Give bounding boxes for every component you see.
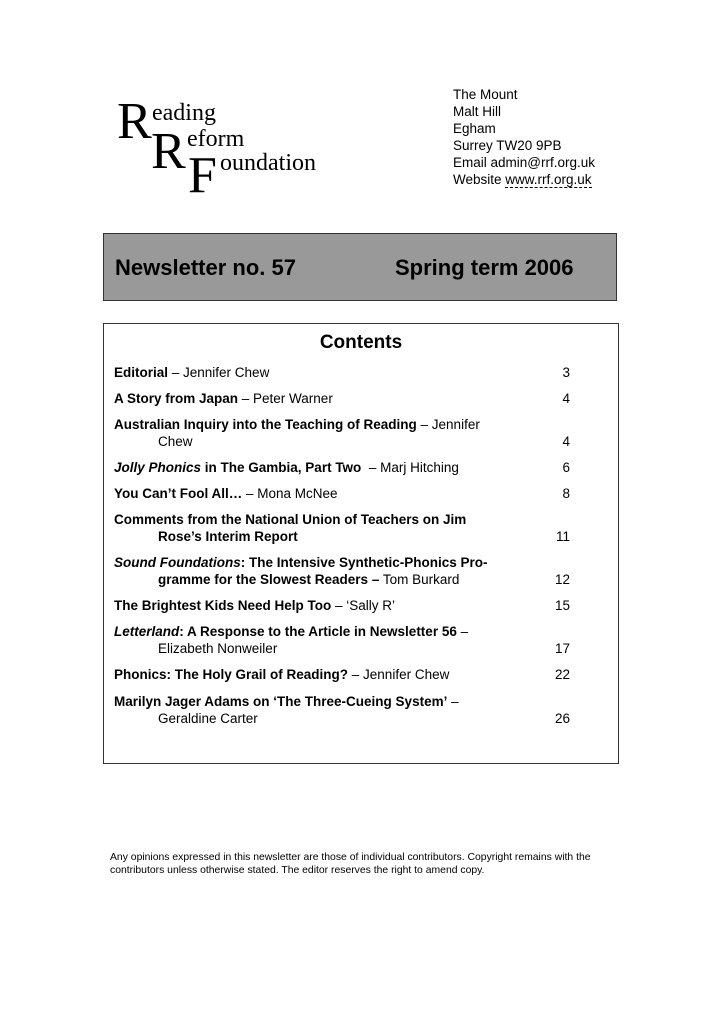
- logo-word-foundation: oundation: [220, 150, 316, 176]
- contents-entry: [114, 597, 569, 614]
- logo-word-reform: eform: [187, 126, 245, 152]
- entry-author-continued: Geraldine Carter: [158, 711, 258, 726]
- contents-heading: Contents: [319, 332, 403, 353]
- entry-author: – Jennifer: [416, 417, 480, 432]
- email-label: Email: [453, 155, 491, 170]
- address-line: Surrey TW20 9PB: [453, 138, 562, 153]
- address-line: Malt Hill: [453, 104, 502, 119]
- entry-title: You Can’t Fool All…: [114, 486, 243, 501]
- entry-author: Tom Burkard: [379, 572, 460, 587]
- entry-title: Phonics: The Holy Grail of Reading?: [114, 667, 349, 682]
- contents-entry: [114, 416, 569, 450]
- entry-title-continued: Rose’s Interim Report: [158, 529, 298, 544]
- entry-page: 8: [562, 486, 570, 501]
- newsletter-number: Newsletter no. 57: [115, 255, 296, 280]
- entry-title: A Story from Japan: [114, 391, 239, 406]
- contents-entry: [114, 459, 569, 476]
- entry-title: : A Response to the Article in Newsletter 56: [179, 624, 457, 639]
- address-line: The Mount: [453, 87, 518, 102]
- entry-title: Australian Inquiry into the Teaching of Reading: [114, 417, 417, 432]
- entry-page: 12: [554, 572, 570, 587]
- entry-author: – Mona McNee: [242, 486, 338, 501]
- entry-title: Editorial: [114, 365, 169, 380]
- logo-letter-r2: R: [151, 123, 186, 180]
- disclaimer-text: Any opinions expressed in this newsletter are those of individual contributors. Copyright remains with the contributors unless otherwise stated. The editor reserves the right to amend copy.: [110, 852, 591, 876]
- email-line: [453, 154, 595, 171]
- contents-entry: [114, 623, 569, 657]
- entry-author: – ‘Sally R’: [331, 598, 396, 613]
- entry-title-italic: Sound Foundations: [114, 555, 241, 570]
- website-link[interactable]: www.rrf.org.uk: [505, 172, 592, 187]
- logo-letter-f: F: [188, 147, 217, 204]
- entry-page: 3: [562, 365, 570, 380]
- website-line: [453, 171, 595, 188]
- entry-page: 15: [554, 598, 570, 613]
- contents-entry: [114, 693, 569, 727]
- entry-title-italic: Letterland: [114, 624, 180, 639]
- address-block: [453, 86, 595, 188]
- logo-letter-r1: R: [117, 93, 152, 150]
- entry-title: : The Intensive Synthetic-Phonics Pro-: [240, 555, 488, 570]
- entry-page: 17: [554, 641, 570, 656]
- entry-title-continued: gramme for the Slowest Readers –: [158, 572, 380, 587]
- entry-title: Comments from the National Union of Teachers on Jim: [114, 512, 467, 527]
- rrf-logo: [117, 93, 357, 204]
- entry-title: The Brightest Kids Need Help Too: [114, 598, 332, 613]
- address-line: Egham: [453, 121, 496, 136]
- newsletter-banner: [103, 233, 617, 301]
- entry-page: 11: [555, 529, 570, 544]
- entry-author: –: [447, 694, 459, 709]
- entry-author-continued: Chew: [158, 434, 193, 449]
- contents-entry: [114, 511, 569, 545]
- entry-author: – Peter Warner: [238, 391, 333, 406]
- website-label: Website: [453, 172, 506, 187]
- contents-entry: [114, 364, 569, 381]
- entry-title-italic: Jolly Phonics: [114, 460, 202, 475]
- entry-page: 26: [554, 711, 570, 726]
- logo-word-reading: eading: [152, 100, 216, 126]
- contents-box: [103, 323, 619, 764]
- entry-page: 22: [554, 667, 570, 682]
- contents-entry: [114, 666, 569, 683]
- email-link[interactable]: admin@rrf.org.uk: [490, 155, 596, 170]
- newsletter-term: Spring term 2006: [395, 255, 574, 280]
- entry-author: – Jennifer Chew: [168, 365, 270, 380]
- contents-entry: [114, 390, 569, 407]
- entry-author: – Jennifer Chew: [348, 667, 450, 682]
- entry-title: in The Gambia, Part Two: [201, 460, 362, 475]
- entry-page: 4: [562, 434, 570, 449]
- contents-entry: [114, 554, 569, 588]
- entry-page: 4: [562, 391, 570, 406]
- entry-page: 6: [562, 460, 570, 475]
- entry-title: Marilyn Jager Adams on ‘The Three-Cueing System’: [114, 694, 448, 709]
- contents-entry: [114, 485, 569, 502]
- entry-author: – Marj Hitching: [361, 460, 459, 475]
- entry-author: –: [456, 624, 469, 639]
- entry-author-continued: Elizabeth Nonweiler: [158, 641, 278, 656]
